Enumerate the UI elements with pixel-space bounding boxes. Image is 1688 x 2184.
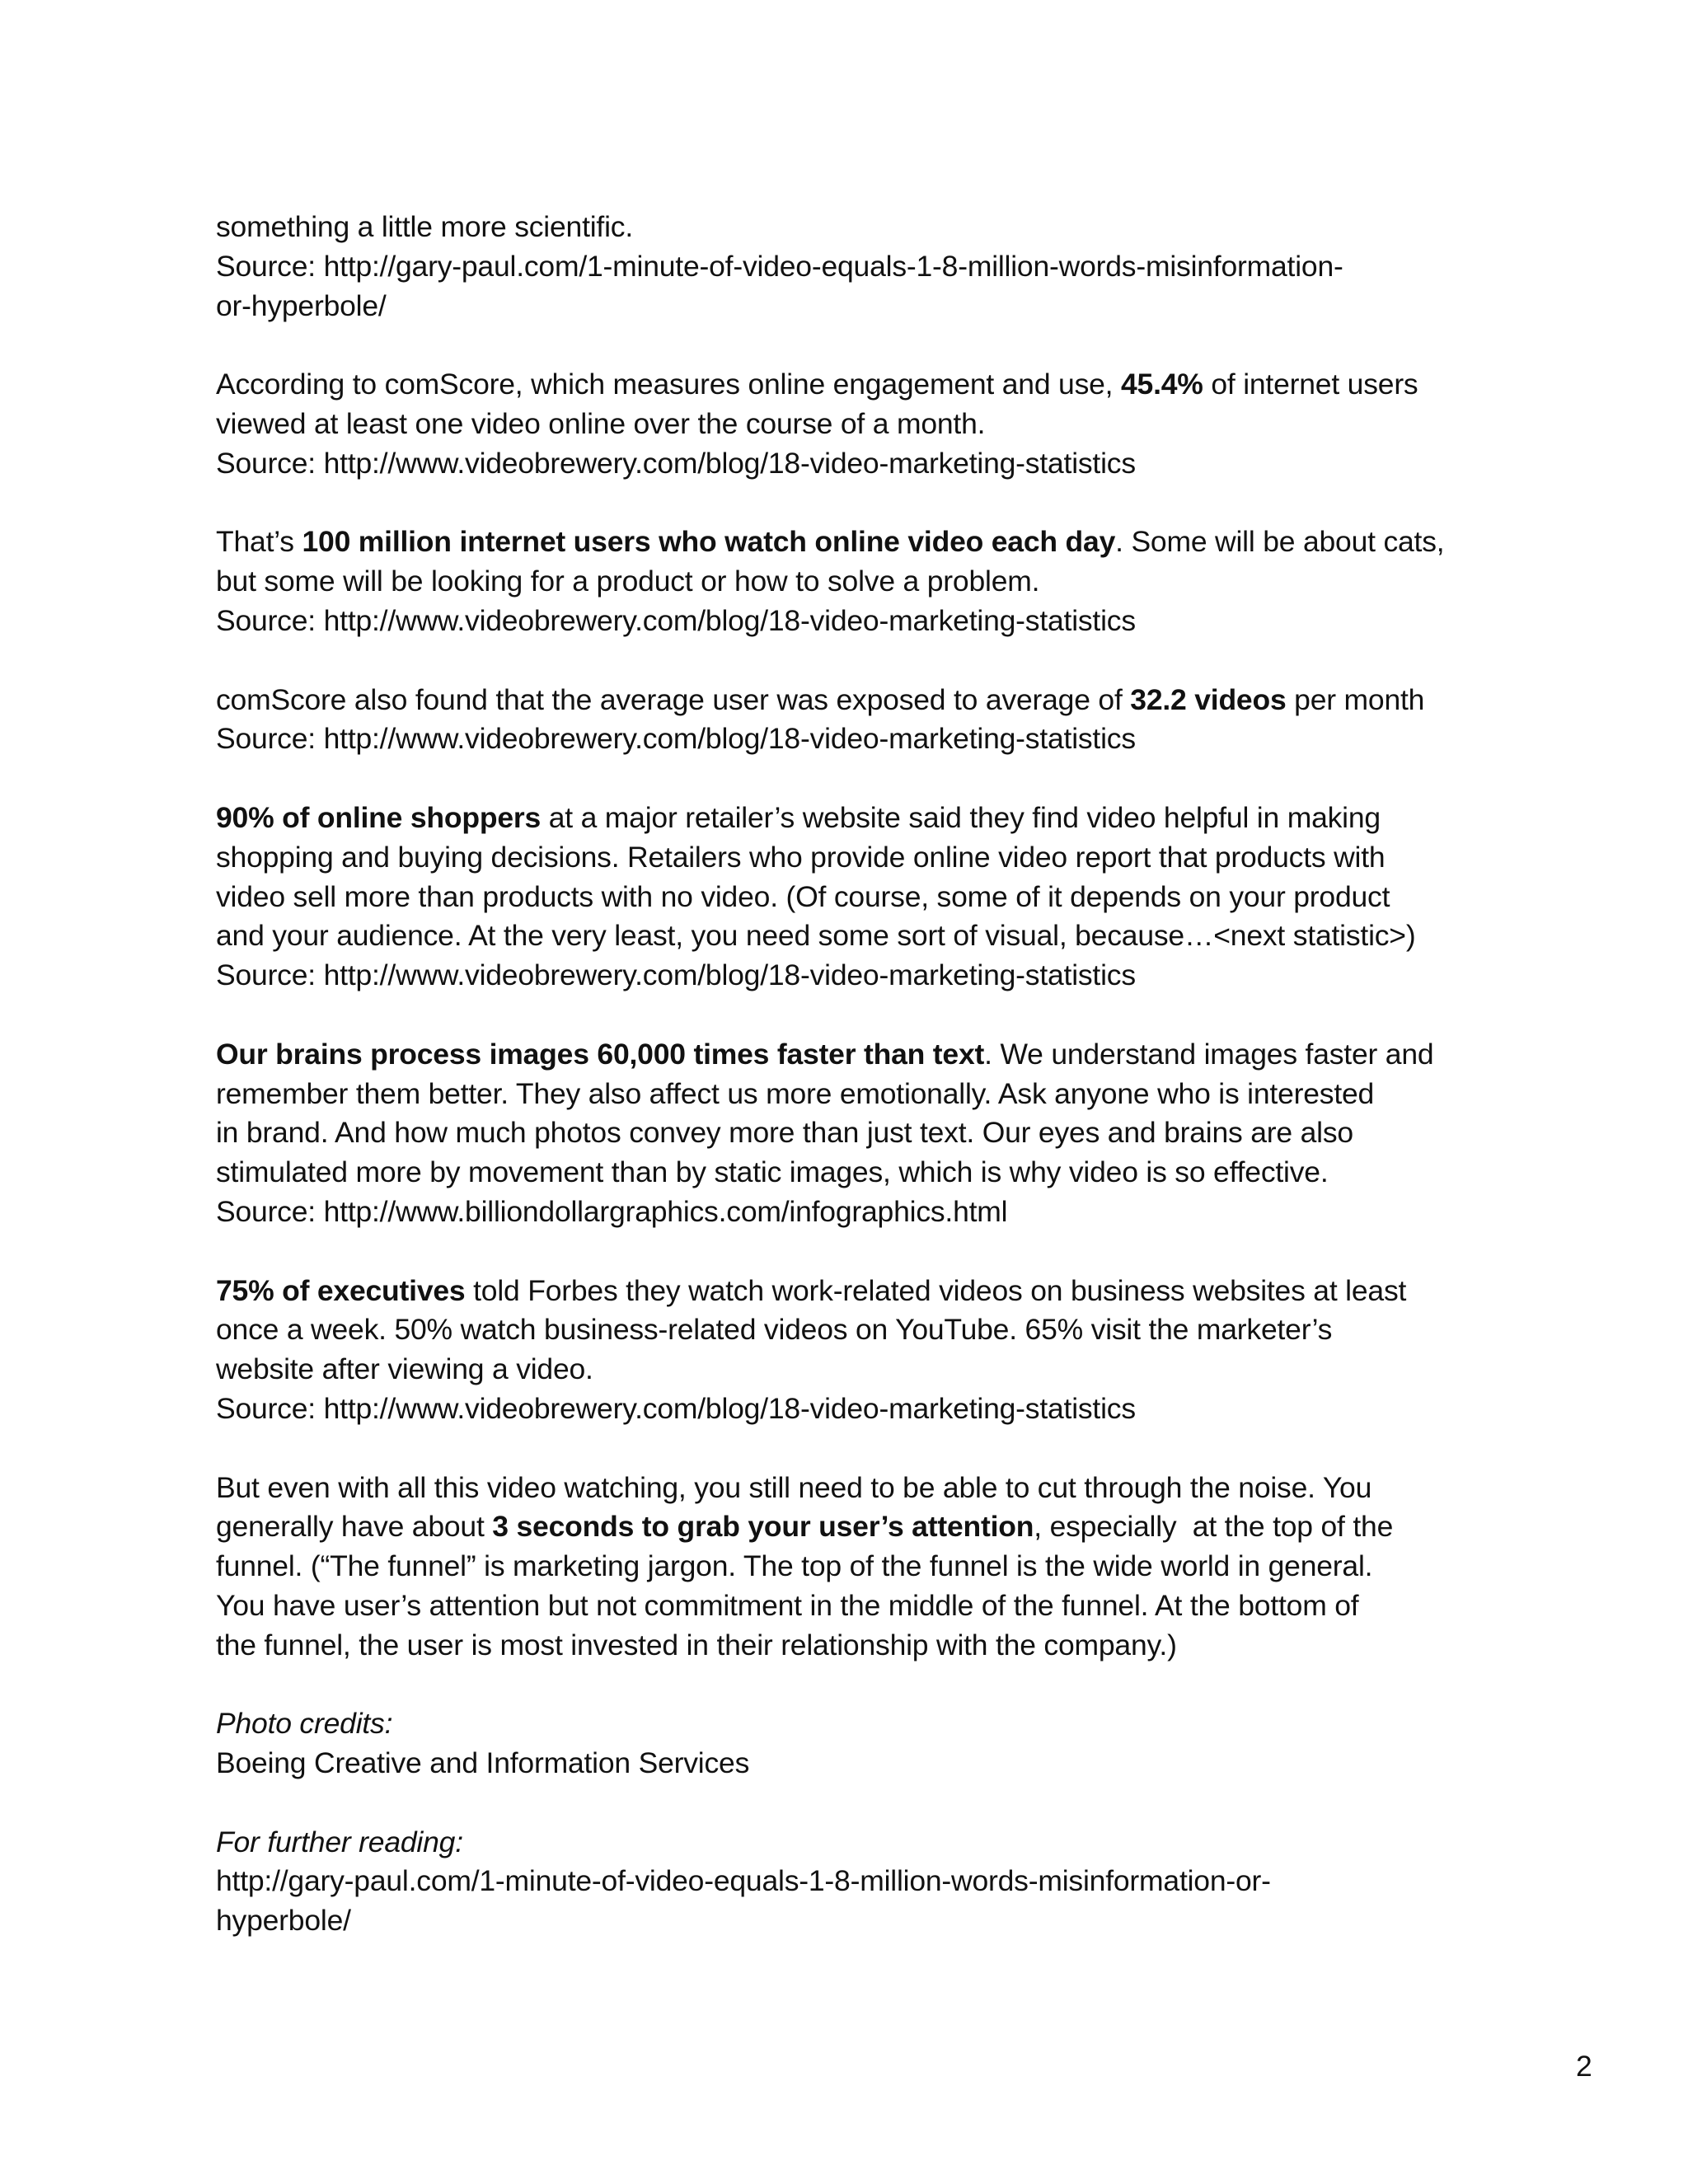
source-line: Source: http://www.videobrewery.com/blog/18-video-marketing-statistics [216, 603, 1136, 637]
text-line: the funnel, the user is most invested in their relationship with the company.) [216, 1628, 1177, 1661]
paragraph-comscore [216, 365, 1502, 483]
page-number: 2 [1576, 2050, 1592, 2083]
text-run: per month [1286, 682, 1425, 716]
document-body [216, 208, 1502, 1980]
text-line [216, 799, 1502, 838]
text-line: You have user’s attention but not commitment in the middle of the funnel. At the bottom of [216, 1588, 1359, 1622]
text-run: of internet users [1203, 368, 1418, 401]
text-line: remember them better. They also affect us more emotionally. Ask anyone who is interested [216, 1076, 1375, 1110]
text-line: and your audience. At the very least, you need some sort of visual, because…<next statistic>) [216, 919, 1416, 953]
text-line [216, 365, 1502, 405]
text-line [216, 1507, 1502, 1547]
text-run: comScore also found that the average user was exposed to average of [216, 682, 1131, 716]
bold-stat: Our brains process images 60,000 times faster than text [216, 1037, 985, 1071]
text-line: once a week. 50% watch business-related videos on YouTube. 65% visit the marketer’s [216, 1313, 1333, 1347]
photo-credits [216, 1704, 1502, 1783]
text-line [216, 1272, 1502, 1311]
text-line: something a little more scientific. [216, 210, 633, 243]
text-line: shopping and buying decisions. Retailers who provide online video report that products with [216, 840, 1386, 874]
further-reading-link: http://gary-paul.com/1-minute-of-video-equals-1-8-million-words-misinformation-or- [216, 1864, 1271, 1898]
text-line: But even with all this video watching, you still need to be able to cut through the noise. You [216, 1470, 1372, 1504]
bold-stat: 32.2 videos [1130, 682, 1287, 716]
text-line [216, 1035, 1502, 1075]
source-line: Source: http://www.videobrewery.com/blog/18-video-marketing-statistics [216, 1391, 1136, 1425]
text-run: That’s [216, 525, 302, 559]
bold-stat: 45.4% [1121, 368, 1203, 401]
text-line: viewed at least one video online over the course of a month. [216, 406, 986, 440]
text-line: stimulated more by movement than by static images, which is why video is so effective. [216, 1155, 1329, 1189]
bold-stat: 3 seconds to grab your user’s attention [492, 1510, 1034, 1544]
source-line: Source: http://www.videobrewery.com/blog/18-video-marketing-statistics [216, 446, 1136, 480]
bold-stat: 100 million internet users who watch online video each day [302, 525, 1116, 559]
text-line [216, 681, 1502, 720]
paragraph-brains-images [216, 1035, 1502, 1232]
text-line [216, 523, 1502, 562]
text-line: website after viewing a video. [216, 1352, 593, 1386]
source-line: Source: http://www.videobrewery.com/blog/18-video-marketing-statistics [216, 958, 1136, 992]
text-line: video sell more than products with no video. (Of course, some of it depends on your product [216, 879, 1390, 913]
photo-credits-text: Boeing Creative and Information Services [216, 1746, 750, 1780]
paragraph-32-videos [216, 681, 1502, 760]
paragraph-scientific [216, 208, 1502, 326]
bold-stat: 90% of online shoppers [216, 800, 542, 834]
text-line: funnel. (“The funnel” is marketing jargon. The top of the funnel is the wide world in general. [216, 1549, 1373, 1583]
text-run: According to comScore, which measures online engagement and use, [216, 368, 1121, 401]
photo-credits-heading: Photo credits: [216, 1707, 393, 1741]
source-line-continued: or-hyperbole/ [216, 288, 387, 322]
text-line: but some will be looking for a product or how to solve a problem. [216, 565, 1040, 598]
further-reading-link-continued: hyperbole/ [216, 1904, 351, 1938]
paragraph-executives [216, 1272, 1502, 1429]
paragraph-100-million [216, 523, 1502, 640]
text-run: told Forbes they watch work-related videos on business websites at least [465, 1273, 1407, 1307]
source-line: Source: http://gary-paul.com/1-minute-of-video-equals-1-8-million-words-misinformation- [216, 249, 1343, 283]
text-run: . We understand images faster and [984, 1037, 1434, 1071]
further-reading-heading: For further reading: [216, 1825, 463, 1858]
source-line: Source: http://www.billiondollargraphics.com/infographics.html [216, 1194, 1008, 1228]
paragraph-online-shoppers [216, 799, 1502, 996]
bold-stat: 75% of executives [216, 1273, 466, 1307]
text-run: , especially at the top of the [1034, 1510, 1394, 1544]
text-run: . Some will be about cats, [1115, 525, 1445, 559]
text-line: in brand. And how much photos convey more than just text. Our eyes and brains are also [216, 1116, 1353, 1150]
further-reading [216, 1823, 1502, 1941]
text-run: at a major retailer’s website said they find video helpful in making [541, 800, 1381, 834]
paragraph-attention [216, 1469, 1502, 1666]
text-run: generally have about [216, 1510, 493, 1544]
source-line: Source: http://www.videobrewery.com/blog/18-video-marketing-statistics [216, 722, 1136, 756]
